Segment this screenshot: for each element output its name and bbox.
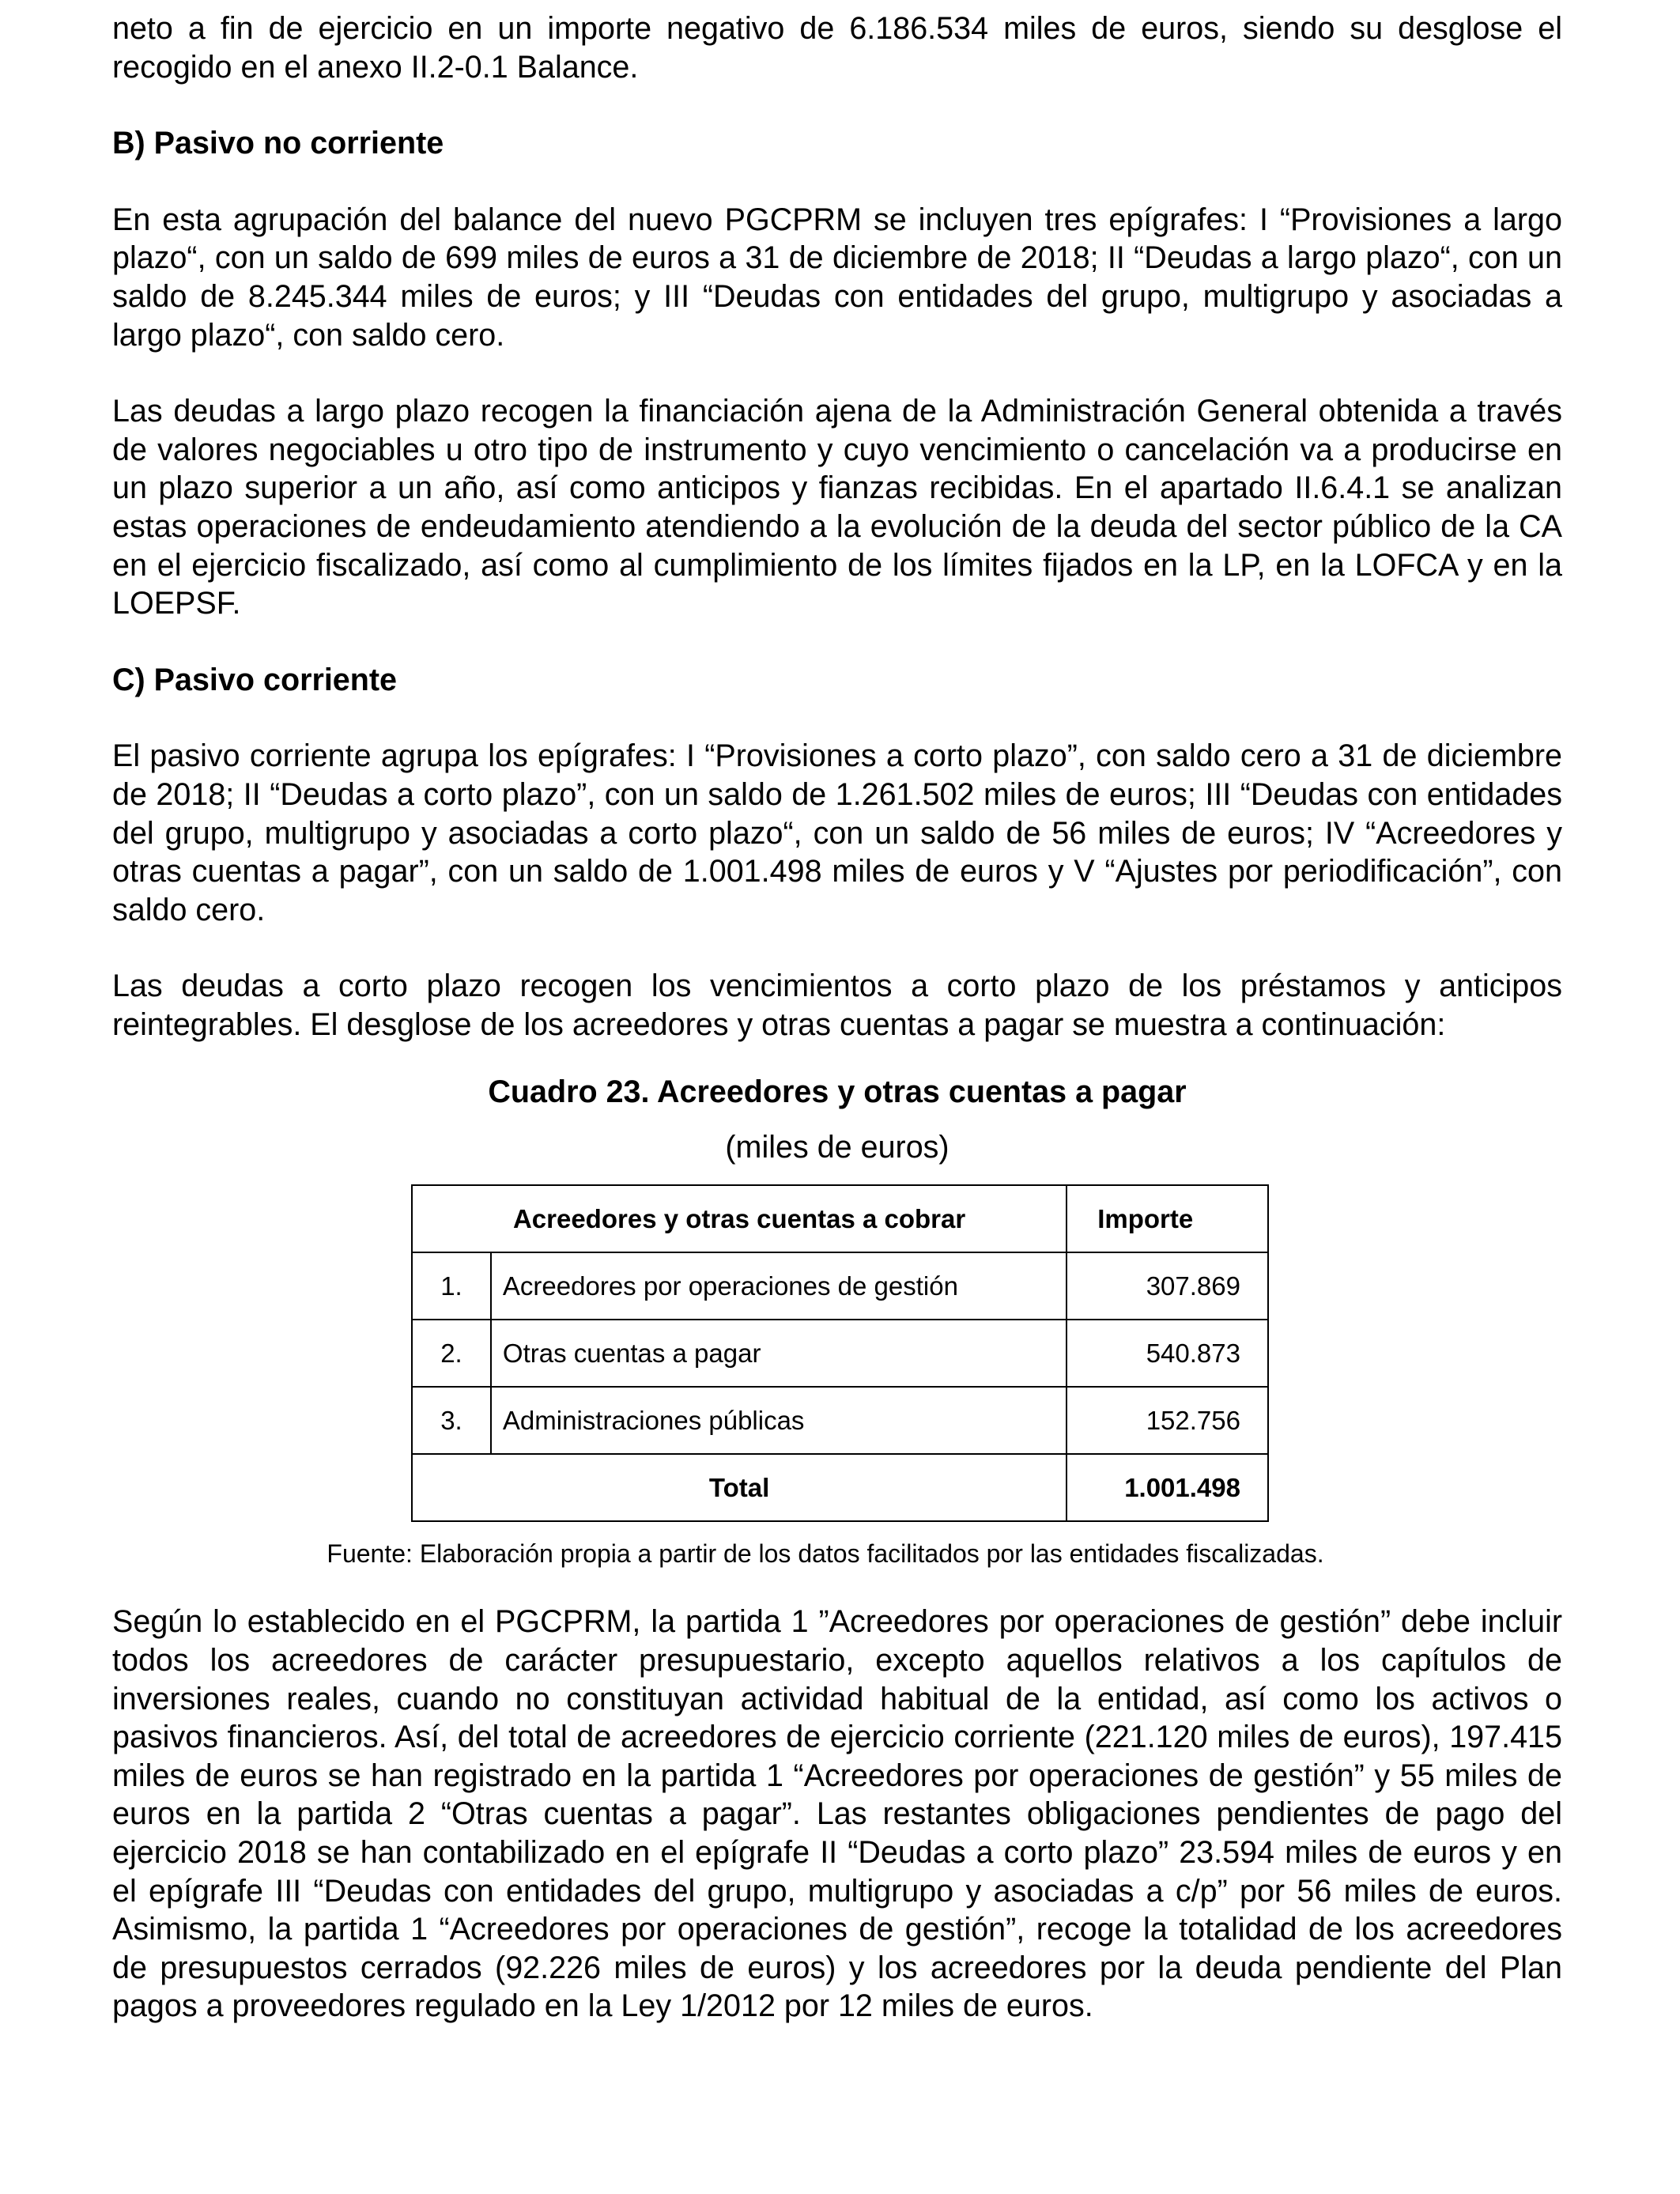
creditors-table — [411, 1184, 1269, 1522]
document-page — [112, 9, 1562, 2026]
section-b-paragraph-2: Las deudas a largo plazo recogen la financiación ajena de la Administración General obtenida a través de valores negociables u otro tipo de instrumento y cuyo vencimiento o cancelación va a producirse en un plazo superior a un año, así como anticipos y fianzas recibidas. En el apartado II.6.4.1 se analizan estas operaciones de endeudamiento atendiendo a la evolución de la deuda del sector público de la CA en el ejercicio fiscalizado, así como al cumplimiento de los límites fijados en la LP, en la LOFCA y en la LOEPSF. — [112, 394, 1562, 621]
row-number: 3. — [412, 1387, 491, 1454]
section-b-heading: B) Pasivo no corriente — [112, 126, 444, 161]
table-header-row — [412, 1185, 1268, 1252]
section-b-paragraph-1: En esta agrupación del balance del nuevo PGCPRM se incluyen tres epígrafes: I “Provisiones a largo plazo“, con un saldo de 699 miles de euros a 31 de diciembre de 2018; II “Deudas a largo plazo“, con un saldo de 8.245.344 miles de euros; y III “Deudas con entidades del grupo, multigrupo y asociadas a largo plazo“, con saldo cero. — [112, 202, 1562, 353]
row-label: Acreedores por operaciones de gestión — [491, 1252, 1067, 1320]
header-concept: Acreedores y otras cuentas a cobrar — [412, 1185, 1067, 1252]
section-c-heading: C) Pasivo corriente — [112, 662, 398, 697]
row-number: 1. — [412, 1252, 491, 1320]
row-value: 540.873 — [1067, 1320, 1268, 1387]
table-row — [412, 1387, 1268, 1454]
row-label: Otras cuentas a pagar — [491, 1320, 1067, 1387]
row-number: 2. — [412, 1320, 491, 1387]
table-source-note: Fuente: Elaboración propia a partir de los datos facilitados por las entidades fiscalizadas. — [327, 1539, 1324, 1569]
total-label: Total — [412, 1454, 1067, 1521]
row-label: Administraciones públicas — [491, 1387, 1067, 1454]
section-c-paragraph-2: Las deudas a corto plazo recogen los vencimientos a corto plazo de los préstamos y anticipos reintegrables. El desglose de los acreedores y otras cuentas a pagar se muestra a continuación: — [112, 969, 1562, 1042]
creditors-table-wrap — [411, 1184, 1269, 1522]
section-c-paragraph-1: El pasivo corriente agrupa los epígrafes: I “Provisiones a corto plazo”, con saldo cero a 31 de diciembre de 2018; II “Deudas a corto plazo”, con un saldo de 1.261.502 miles de euros; III “Deudas con entidades del grupo, multigrupo y asociadas a corto plazo“, con un saldo de 56 miles de euros; IV “Acreedores y otras cuentas a pagar”, con un saldo de 1.001.498 miles de euros y V “Ajustes por periodificación”, con saldo cero. — [112, 738, 1562, 927]
table-title: Cuadro 23. Acreedores y otras cuentas a pagar — [488, 1074, 1187, 1110]
table-unit: (miles de euros) — [725, 1130, 949, 1165]
table-row — [412, 1320, 1268, 1387]
total-value: 1.001.498 — [1067, 1454, 1268, 1521]
row-value: 152.756 — [1067, 1387, 1268, 1454]
table-row — [412, 1252, 1268, 1320]
header-amount: Importe — [1067, 1185, 1268, 1252]
final-paragraph: Según lo establecido en el PGCPRM, la partida 1 ”Acreedores por operaciones de gestión” debe incluir todos los acreedores de carácter presupuestario, excepto aquellos relativos a los capítulos de inversiones reales, cuando no constituyan actividad habitual de la entidad, así como los activos o pasivos financieros. Así, del total de acreedores de ejercicio corriente (221.120 miles de euros), 197.415 miles de euros se han registrado en la partida 1 “Acreedores por operaciones de gestión” y 55 miles de euros en la partida 2 “Otras cuentas a pagar”. Las restantes obligaciones pendientes de pago del ejercicio 2018 se han contabilizado en el epígrafe II “Deudas a corto plazo” 23.594 miles de euros y en el epígrafe III “Deudas con entidades del grupo, multigrupo y asociadas a c/p” por 56 miles de euros. Asimismo, la partida 1 “Acreedores por operaciones de gestión”, recoge la totalidad de los acreedores de presupuestos cerrados (92.226 miles de euros) y los acreedores por la deuda pendiente del Plan pagos a proveedores regulado en la Ley 1/2012 por 12 miles de euros. — [112, 1604, 1562, 2024]
intro-paragraph: neto a fin de ejercicio en un importe negativo de 6.186.534 miles de euros, siendo su desglose el recogido en el anexo II.2-0.1 Balance. — [112, 11, 1562, 85]
row-value: 307.869 — [1067, 1252, 1268, 1320]
table-total-row — [412, 1454, 1268, 1521]
